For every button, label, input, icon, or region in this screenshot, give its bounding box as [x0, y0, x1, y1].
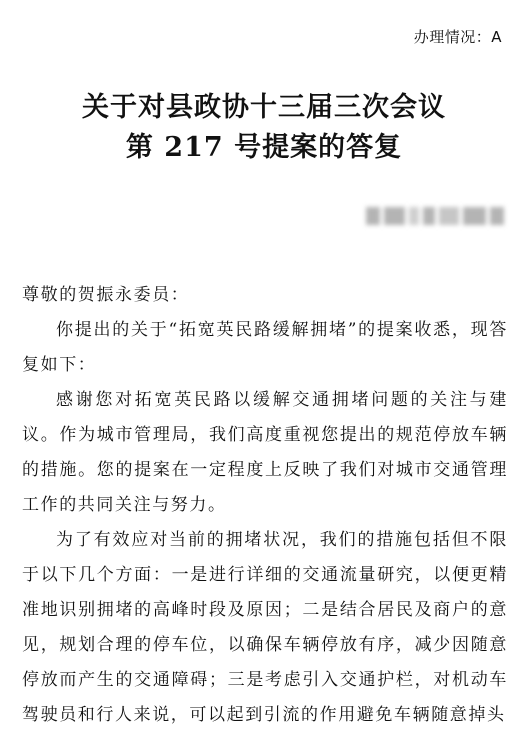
paragraph-thanks: 感谢您对拓宽英民路以缓解交通拥堵问题的关注与建议。作为城市管理局，我们高度重视您提出的规范停放车辆的措施。您的提案在一定程度上反映了我们对城市交通管理工作的共同关注与努力。 — [22, 390, 508, 515]
document-title — [0, 88, 528, 168]
letter-body — [22, 278, 508, 733]
salutation: 尊敬的贺振永委员： — [22, 285, 190, 305]
paragraph-measures: 为了有效应对当前的拥堵状况，我们的措施包括但不限于以下几个方面：一是进行详细的交通流量研究，以便更精准地识别拥堵的高峰时段及原因；二是结合居民及商户的意见，规划合理的停车位，以确保车辆停放有序，减少因随意停放而产生的交通障碍；三是考虑引入交通护栏，对机动车驾驶员和行人来说，可以起到引流的作用避免车辆随意掉头 — [22, 530, 508, 725]
title-line-2: 第 217 号提案的答复 — [125, 132, 403, 163]
title-line-1: 关于对县政协十三届三次会议 — [82, 92, 446, 123]
redacted-document-number — [366, 202, 504, 230]
paragraph-receipt: 你提出的关于“拓宽英民路缓解拥堵”的提案收悉，现答复如下： — [22, 320, 508, 375]
handling-status: 办理情况：A — [413, 28, 502, 46]
